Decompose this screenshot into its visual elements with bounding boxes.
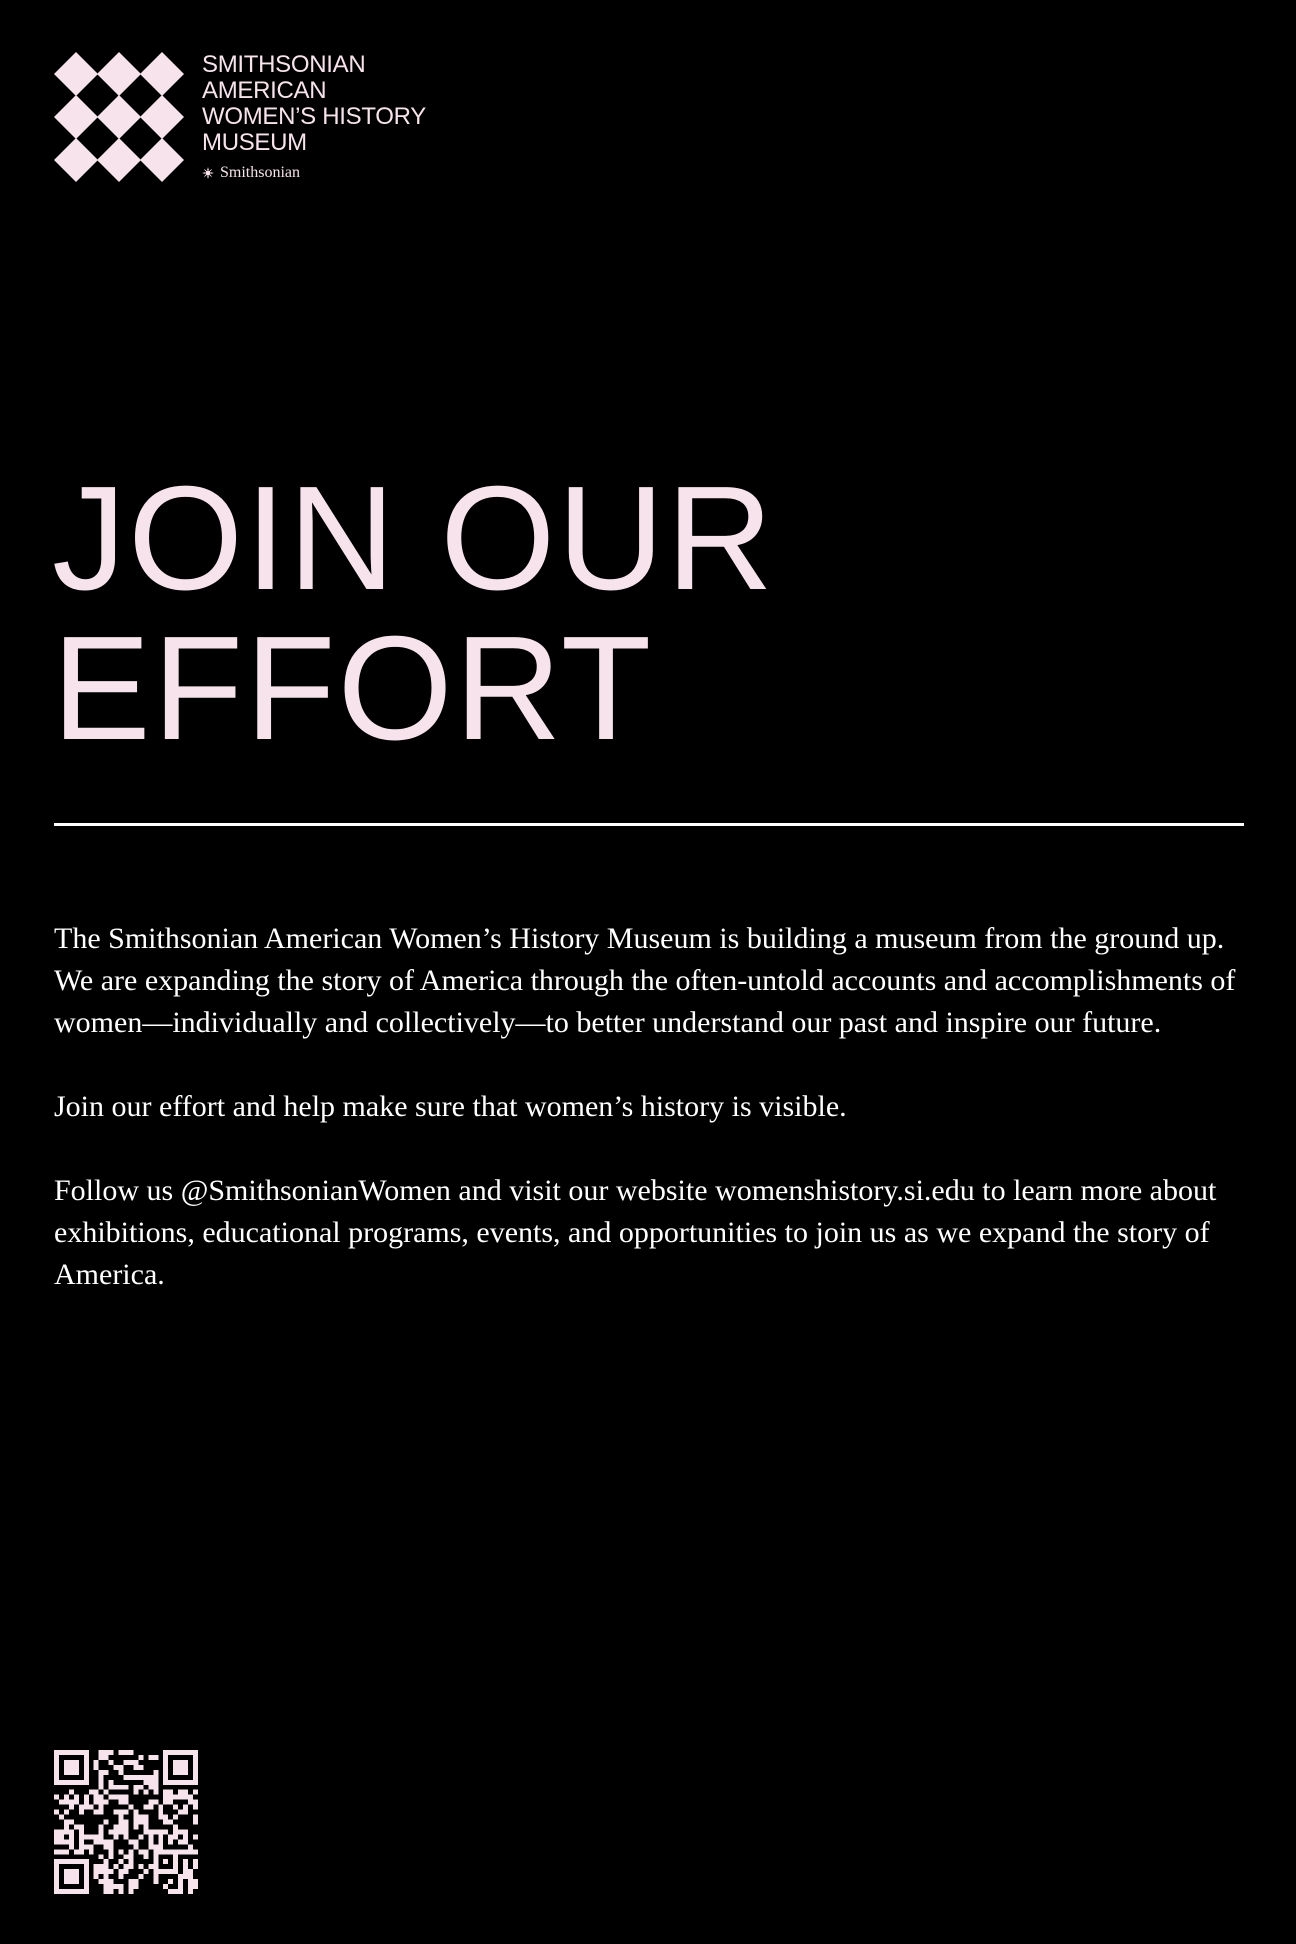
page-title bbox=[52, 456, 776, 771]
headline-line-2: EFFORT bbox=[52, 606, 654, 771]
qr-code-icon[interactable] bbox=[54, 1750, 198, 1894]
logo-sub-label: Smithsonian bbox=[220, 164, 301, 181]
paragraph-call-to-action: Join our effort and help make sure that women’s history is visible. bbox=[54, 1090, 847, 1123]
logo-line-2: AMERICAN bbox=[202, 77, 327, 104]
smithsonian-sun-icon bbox=[202, 167, 214, 179]
logo-smithsonian-sub bbox=[202, 164, 426, 182]
logo-line-4: MUSEUM bbox=[202, 129, 307, 156]
logo-line-3: WOMEN’S HISTORY bbox=[202, 103, 426, 130]
logo-wordmark bbox=[202, 52, 426, 182]
divider bbox=[54, 823, 1244, 826]
museum-logo bbox=[54, 52, 494, 182]
logo-line-1: SMITHSONIAN bbox=[202, 51, 366, 78]
paragraph-mission: The Smithsonian American Women’s History Museum is building a museum from the ground up. We are expanding the story of America through the often-untold accounts and accomplishments of women—individually and collectively—to better understand our past and inspire our future. bbox=[54, 922, 1236, 1039]
body-copy bbox=[54, 918, 1244, 1338]
diamond-grid-icon bbox=[54, 52, 184, 182]
paragraph-follow: Follow us @SmithsonianWomen and visit our website womenshistory.si.edu to learn more about exhibitions, educational programs, events, and opportunities to join us as we expand the story of America. bbox=[54, 1174, 1217, 1291]
headline-line-1: JOIN OUR bbox=[52, 456, 776, 621]
